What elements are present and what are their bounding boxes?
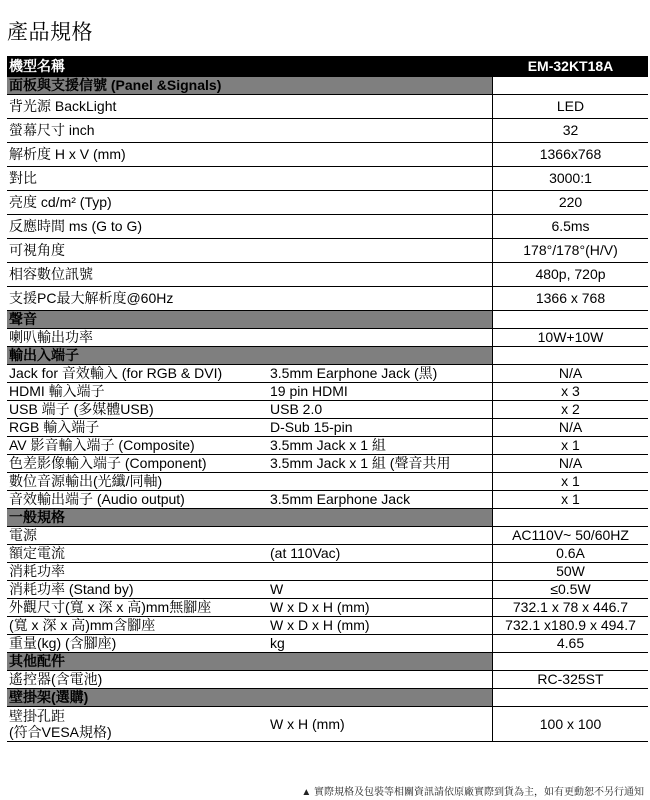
- spec-row: [7, 263, 648, 287]
- spec-label: HDMI 輸入端子: [7, 383, 268, 401]
- spec-row: [7, 419, 648, 437]
- spec-note: [268, 119, 493, 143]
- spec-value: 32: [493, 119, 649, 143]
- spec-label: 消耗功率: [7, 563, 268, 581]
- spec-note: [268, 671, 493, 689]
- spec-value: 1366x768: [493, 143, 649, 167]
- spec-note: 3.5mm Jack x 1 組: [268, 437, 493, 455]
- spec-value: x 3: [493, 383, 649, 401]
- spec-value: 10W+10W: [493, 329, 649, 347]
- spec-note: W x D x H (mm): [268, 599, 493, 617]
- spec-value: x 1: [493, 491, 649, 509]
- spec-note: [268, 239, 493, 263]
- spec-note: 3.5mm Jack x 1 組 (聲音共用: [268, 455, 493, 473]
- spec-label: 喇叭輸出功率: [7, 329, 268, 347]
- section-title: 其他配件: [7, 653, 268, 671]
- spec-label: 消耗功率 (Stand by): [7, 581, 268, 599]
- spec-label: 反應時間 ms (G to G): [7, 215, 268, 239]
- spec-value: 3000:1: [493, 167, 649, 191]
- spec-note: [268, 191, 493, 215]
- spec-note: W x H (mm): [268, 707, 493, 742]
- spec-label: 相容數位訊號: [7, 263, 268, 287]
- spec-note: [268, 329, 493, 347]
- spec-value: RC-325ST: [493, 671, 649, 689]
- spec-table: [7, 56, 648, 742]
- model-label: 機型名稱: [7, 56, 268, 77]
- spec-value: AC110V~ 50/60HZ: [493, 527, 649, 545]
- spec-note: 3.5mm Earphone Jack: [268, 491, 493, 509]
- spec-label: 遙控器(含電池): [7, 671, 268, 689]
- section-title: 壁掛架(選購): [7, 689, 268, 707]
- spec-note: [268, 287, 493, 311]
- spec-label: RGB 輸入端子: [7, 419, 268, 437]
- section-header-row: [7, 509, 648, 527]
- spec-note: [268, 143, 493, 167]
- section-blank: [268, 509, 493, 527]
- spec-label: 支援PC最大解析度@60Hz: [7, 287, 268, 311]
- spec-label: USB 端子 (多媒體USB): [7, 401, 268, 419]
- spec-value: 480p, 720p: [493, 263, 649, 287]
- spec-label: 外觀尺寸(寬 x 深 x 高)mm無腳座: [7, 599, 268, 617]
- spec-value: N/A: [493, 455, 649, 473]
- spec-note: W: [268, 581, 493, 599]
- spec-label: 解析度 H x V (mm): [7, 143, 268, 167]
- spec-row: [7, 581, 648, 599]
- section-title: 輸出入端子: [7, 347, 268, 365]
- spec-row: [7, 599, 648, 617]
- spec-note: [268, 527, 493, 545]
- spec-value: N/A: [493, 419, 649, 437]
- model-header-blank: [268, 56, 493, 77]
- spec-row: [7, 401, 648, 419]
- spec-row: [7, 191, 648, 215]
- spec-label: 壁掛孔距 (符合VESA規格): [7, 707, 268, 742]
- section-title: 面板與支援信號 (Panel &Signals): [7, 77, 268, 95]
- spec-row: [7, 437, 648, 455]
- spec-label: 背光源 BackLight: [7, 95, 268, 119]
- section-header-row: [7, 311, 648, 329]
- spec-note: 3.5mm Earphone Jack (黑): [268, 365, 493, 383]
- spec-note: (at 110Vac): [268, 545, 493, 563]
- spec-note: W x D x H (mm): [268, 617, 493, 635]
- spec-value: ≤0.5W: [493, 581, 649, 599]
- spec-note: USB 2.0: [268, 401, 493, 419]
- section-value-blank: [493, 689, 649, 707]
- spec-note: [268, 473, 493, 491]
- spec-row: [7, 365, 648, 383]
- spec-label: 對比: [7, 167, 268, 191]
- table-header-row: [7, 56, 648, 77]
- spec-value: 220: [493, 191, 649, 215]
- spec-note: kg: [268, 635, 493, 653]
- spec-label: AV 影音輸入端子 (Composite): [7, 437, 268, 455]
- spec-label: 電源: [7, 527, 268, 545]
- page-title: 產品規格: [7, 21, 93, 44]
- spec-row: [7, 239, 648, 263]
- spec-value: x 2: [493, 401, 649, 419]
- section-title: 聲音: [7, 311, 268, 329]
- spec-row: [7, 215, 648, 239]
- spec-value: 4.65: [493, 635, 649, 653]
- spec-row: [7, 473, 648, 491]
- spec-label: 亮度 cd/m² (Typ): [7, 191, 268, 215]
- spec-row: [7, 671, 648, 689]
- spec-label: 額定電流: [7, 545, 268, 563]
- spec-value: x 1: [493, 437, 649, 455]
- spec-label: 螢幕尺寸 inch: [7, 119, 268, 143]
- spec-row: [7, 455, 648, 473]
- spec-value: 732.1 x 78 x 446.7: [493, 599, 649, 617]
- spec-row: [7, 329, 648, 347]
- spec-row: [7, 167, 648, 191]
- section-header-row: [7, 77, 648, 95]
- section-value-blank: [493, 509, 649, 527]
- section-value-blank: [493, 347, 649, 365]
- spec-value: x 1: [493, 473, 649, 491]
- section-blank: [268, 653, 493, 671]
- spec-note: [268, 263, 493, 287]
- spec-value: 178°/178°(H/V): [493, 239, 649, 263]
- section-blank: [268, 77, 493, 95]
- spec-row: [7, 287, 648, 311]
- section-blank: [268, 347, 493, 365]
- spec-note: [268, 563, 493, 581]
- footnote: ▲ 實際規格及包裝等相關資訊請依原廠實際到貨為主，如有更動恕不另行通知: [301, 787, 644, 798]
- section-value-blank: [493, 653, 649, 671]
- spec-label: 重量(kg) (含腳座): [7, 635, 268, 653]
- spec-row: [7, 563, 648, 581]
- spec-row: [7, 545, 648, 563]
- spec-value: 1366 x 768: [493, 287, 649, 311]
- spec-row: [7, 143, 648, 167]
- spec-value: 6.5ms: [493, 215, 649, 239]
- section-header-row: [7, 347, 648, 365]
- spec-note: 19 pin HDMI: [268, 383, 493, 401]
- spec-value: 732.1 x180.9 x 494.7: [493, 617, 649, 635]
- spec-note: [268, 95, 493, 119]
- spec-label: 可視角度: [7, 239, 268, 263]
- section-value-blank: [493, 77, 649, 95]
- section-header-row: [7, 653, 648, 671]
- spec-label: Jack for 音效輸入 (for RGB & DVI): [7, 365, 268, 383]
- spec-row: [7, 95, 648, 119]
- spec-label: (寬 x 深 x 高)mm含腳座: [7, 617, 268, 635]
- spec-row: [7, 119, 648, 143]
- section-blank: [268, 689, 493, 707]
- spec-label: 數位音源輸出(光纖/同軸): [7, 473, 268, 491]
- spec-value: LED: [493, 95, 649, 119]
- spec-row: [7, 635, 648, 653]
- spec-note: [268, 215, 493, 239]
- spec-value: 100 x 100: [493, 707, 649, 742]
- spec-label: 色差影像輸入端子 (Component): [7, 455, 268, 473]
- section-value-blank: [493, 311, 649, 329]
- spec-row: [7, 383, 648, 401]
- spec-row: [7, 707, 648, 742]
- section-title: 一般規格: [7, 509, 268, 527]
- spec-row: [7, 491, 648, 509]
- spec-label: 音效輸出端子 (Audio output): [7, 491, 268, 509]
- section-blank: [268, 311, 493, 329]
- spec-value: 0.6A: [493, 545, 649, 563]
- spec-value: N/A: [493, 365, 649, 383]
- spec-note: [268, 167, 493, 191]
- spec-row: [7, 617, 648, 635]
- spec-note: D-Sub 15-pin: [268, 419, 493, 437]
- spec-value: 50W: [493, 563, 649, 581]
- model-name: EM-32KT18A: [493, 56, 649, 77]
- section-header-row: [7, 689, 648, 707]
- spec-row: [7, 527, 648, 545]
- spec-table-body: [7, 56, 648, 742]
